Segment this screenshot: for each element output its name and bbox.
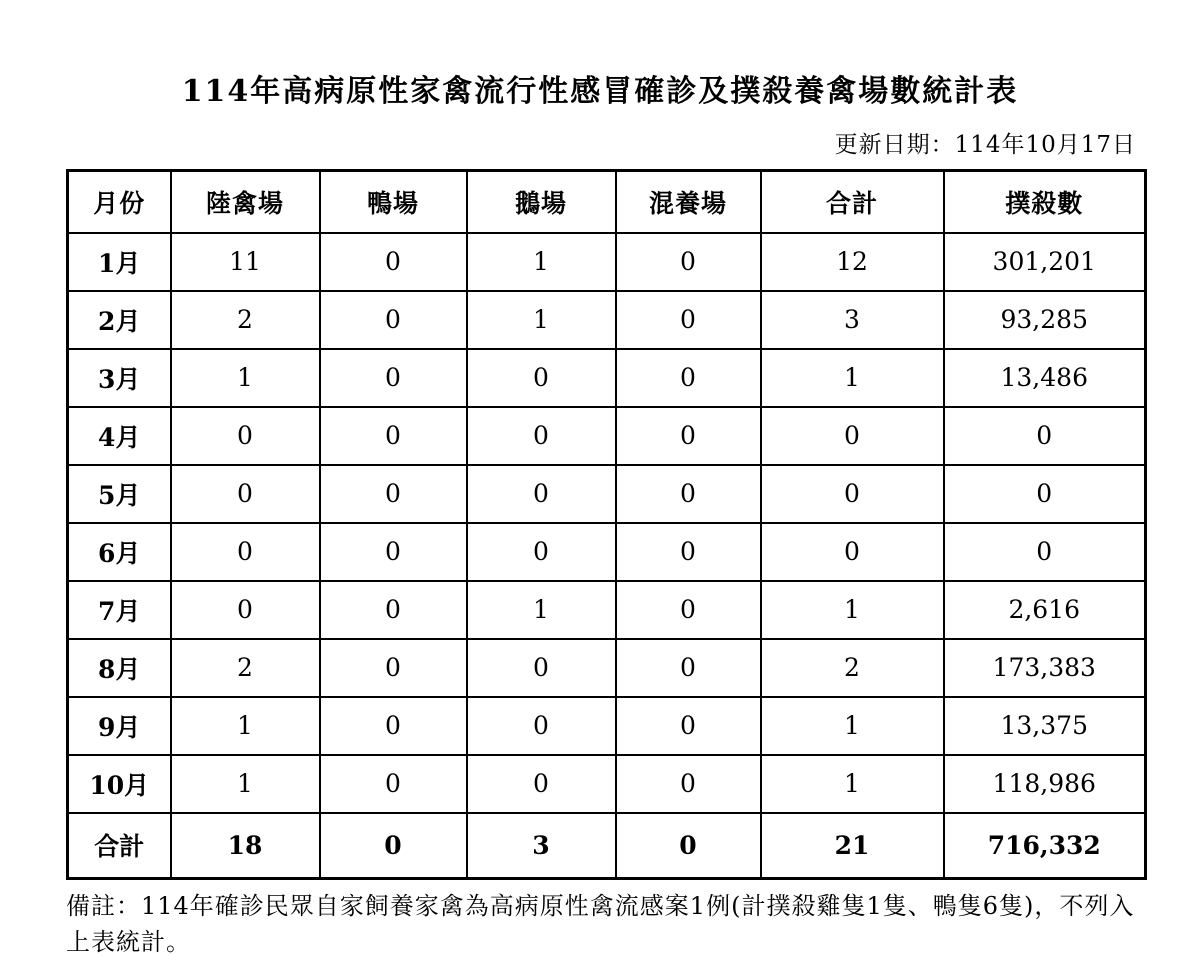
value-cell: 118,986 (944, 755, 1146, 813)
value-cell: 0 (467, 465, 616, 523)
footnote: 備註：114年確診民眾自家飼養家禽為高病原性禽流感案1例(計撲殺雞隻1隻、鴨隻6隻)，不列入上表統計。 (66, 892, 1135, 956)
month-cell: 10月 (68, 755, 171, 813)
value-cell: 0 (467, 639, 616, 697)
month-cell: 7月 (68, 581, 171, 639)
value-cell: 0 (467, 697, 616, 755)
value-cell: 0 (616, 291, 761, 349)
value-cell: 0 (616, 407, 761, 465)
total-value-cell: 18 (171, 813, 320, 879)
value-cell: 0 (616, 465, 761, 523)
page-title: 114年高病原性家禽流行性感冒確診及撲殺養禽場數統計表 (181, 74, 1019, 109)
value-cell: 2 (761, 639, 944, 697)
month-cell: 8月 (68, 639, 171, 697)
total-value-cell: 0 (320, 813, 467, 879)
statistics-table (66, 169, 1147, 880)
table-row (68, 349, 1146, 407)
value-cell: 0 (320, 755, 467, 813)
month-cell: 2月 (68, 291, 171, 349)
value-cell: 0 (761, 465, 944, 523)
table-row (68, 755, 1146, 813)
total-row (68, 813, 1146, 879)
value-cell: 0 (320, 581, 467, 639)
value-cell: 1 (171, 755, 320, 813)
value-cell: 11 (171, 233, 320, 291)
value-cell: 0 (171, 465, 320, 523)
value-cell: 0 (320, 639, 467, 697)
value-cell: 0 (616, 233, 761, 291)
month-cell: 1月 (68, 233, 171, 291)
value-cell: 0 (320, 349, 467, 407)
column-header-mixed-farm: 混養場 (616, 171, 761, 233)
month-cell: 5月 (68, 465, 171, 523)
value-cell: 1 (761, 581, 944, 639)
value-cell: 0 (944, 465, 1146, 523)
table-row (68, 581, 1146, 639)
value-cell: 1 (171, 697, 320, 755)
value-cell: 173,383 (944, 639, 1146, 697)
value-cell: 0 (616, 349, 761, 407)
value-cell: 1 (467, 581, 616, 639)
month-cell: 4月 (68, 407, 171, 465)
value-cell: 1 (761, 349, 944, 407)
value-cell: 1 (467, 291, 616, 349)
value-cell: 3 (761, 291, 944, 349)
value-cell: 13,375 (944, 697, 1146, 755)
column-header-land-poultry-farm: 陸禽場 (171, 171, 320, 233)
column-header-goose-farm: 鵝場 (467, 171, 616, 233)
total-value-cell: 716,332 (944, 813, 1146, 879)
value-cell: 0 (467, 407, 616, 465)
value-cell: 13,486 (944, 349, 1146, 407)
table-row (68, 407, 1146, 465)
column-header-total: 合計 (761, 171, 944, 233)
value-cell: 0 (616, 523, 761, 581)
table-row (68, 465, 1146, 523)
value-cell: 1 (761, 755, 944, 813)
value-cell: 2 (171, 639, 320, 697)
value-cell: 0 (616, 639, 761, 697)
table-row (68, 697, 1146, 755)
value-cell: 0 (320, 407, 467, 465)
total-value-cell: 3 (467, 813, 616, 879)
value-cell: 0 (944, 407, 1146, 465)
value-cell: 1 (467, 233, 616, 291)
header-row (68, 171, 1146, 233)
column-header-month: 月份 (68, 171, 171, 233)
month-cell: 3月 (68, 349, 171, 407)
value-cell: 0 (320, 465, 467, 523)
value-cell: 0 (616, 697, 761, 755)
value-cell: 0 (320, 291, 467, 349)
value-cell: 0 (171, 581, 320, 639)
value-cell: 0 (320, 233, 467, 291)
value-cell: 0 (616, 755, 761, 813)
value-cell: 1 (171, 349, 320, 407)
value-cell: 0 (467, 755, 616, 813)
table-row (68, 523, 1146, 581)
value-cell: 301,201 (944, 233, 1146, 291)
column-header-culled-count: 撲殺數 (944, 171, 1146, 233)
value-cell: 0 (320, 523, 467, 581)
value-cell: 0 (171, 407, 320, 465)
value-cell: 0 (761, 407, 944, 465)
value-cell: 0 (944, 523, 1146, 581)
month-cell: 6月 (68, 523, 171, 581)
total-label-cell: 合計 (68, 813, 171, 879)
table-row (68, 233, 1146, 291)
month-cell: 9月 (68, 697, 171, 755)
value-cell: 12 (761, 233, 944, 291)
update-date: 更新日期：114年10月17日 (834, 132, 1136, 158)
value-cell: 1 (761, 697, 944, 755)
value-cell: 2 (171, 291, 320, 349)
value-cell: 0 (761, 523, 944, 581)
value-cell: 0 (320, 697, 467, 755)
column-header-duck-farm: 鴨場 (320, 171, 467, 233)
value-cell: 0 (467, 523, 616, 581)
value-cell: 0 (467, 349, 616, 407)
value-cell: 2,616 (944, 581, 1146, 639)
total-value-cell: 21 (761, 813, 944, 879)
total-value-cell: 0 (616, 813, 761, 879)
value-cell: 0 (616, 581, 761, 639)
table-row (68, 639, 1146, 697)
value-cell: 0 (171, 523, 320, 581)
table-row (68, 291, 1146, 349)
value-cell: 93,285 (944, 291, 1146, 349)
